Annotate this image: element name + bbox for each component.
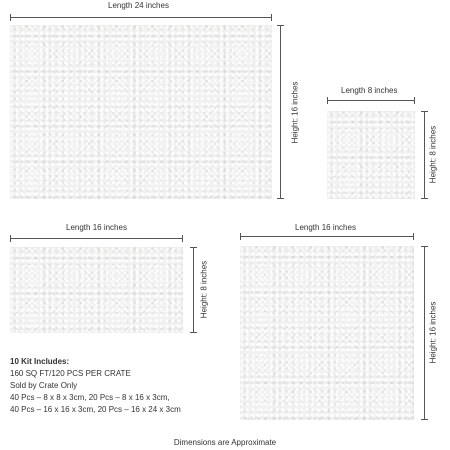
height-dimension-line — [280, 25, 281, 199]
length-dimension-line — [10, 238, 183, 239]
kit-title: 10 Kit Includes: — [10, 357, 70, 366]
footer-note: Dimensions are Approximate — [173, 438, 277, 447]
kit-info — [10, 356, 181, 416]
height-label: Height: 8 inches — [428, 125, 438, 184]
height-dimension-line — [424, 246, 425, 420]
length-label: Length 16 inches — [295, 223, 356, 232]
length-dimension-line — [10, 17, 272, 18]
kit-line: 40 Pcs – 16 x 16 x 3cm, 20 Pcs – 16 x 24 x 3cm — [10, 405, 181, 414]
height-dimension-line — [424, 111, 425, 199]
length-label: Length 8 inches — [341, 86, 398, 95]
stone-tile-16x8 — [10, 247, 183, 333]
stone-tile-8x8 — [327, 111, 415, 199]
kit-line: 40 Pcs – 8 x 8 x 3cm, 20 Pcs – 8 x 16 x 3cm, — [10, 393, 170, 402]
height-dimension-line — [193, 247, 194, 333]
height-label: Height: 16 inches — [428, 301, 438, 364]
height-label: Height: 16 inches — [290, 81, 300, 144]
length-label: Length 16 inches — [66, 223, 127, 232]
stone-tile-16x16 — [240, 246, 414, 420]
kit-line: 160 SQ FT/120 PCS PER CRATE — [10, 369, 131, 378]
stone-tile-24x16 — [10, 25, 272, 199]
length-dimension-line — [327, 100, 415, 101]
length-dimension-line — [240, 236, 414, 237]
height-label: Height: 8 inches — [199, 260, 209, 319]
kit-line: Sold by Crate Only — [10, 381, 78, 390]
length-label: Length 24 inches — [108, 1, 169, 10]
